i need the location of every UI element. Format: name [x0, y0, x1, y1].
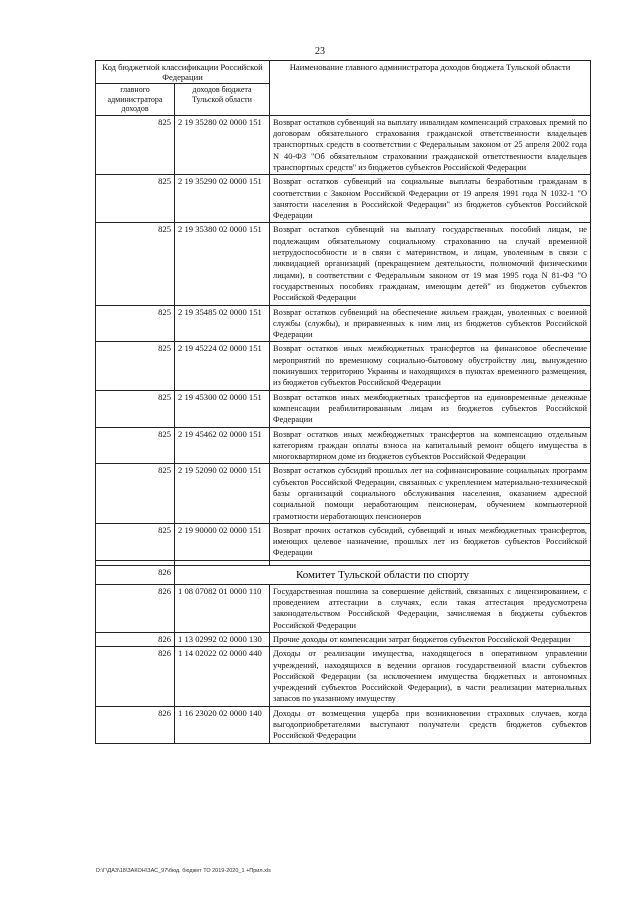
- admin-code-cell: 826: [96, 706, 175, 743]
- revenue-administrators-table: [95, 60, 591, 744]
- admin-code-cell: 825: [96, 175, 175, 223]
- revenue-code-cell: 2 19 90000 02 0000 151: [175, 523, 270, 560]
- revenue-code-cell: 1 14 02022 02 0000 440: [175, 647, 270, 706]
- revenue-code-cell: 1 08 07082 01 0000 110: [175, 584, 270, 632]
- revenue-description-cell: Государственная пошлина за совершение действий, связанных с лицензированием, с проведением аттестации в случаях, если такая аттестация предусмотрена законодательством Российской Федерации, зачисляемая в бюджеты субъектов Российской Федерации: [270, 584, 591, 632]
- revenue-description-cell: Доходы от возмещения ущерба при возникновении страховых случаев, когда выгодоприобретателями выступают получатели средств бюджетов субъектов Российской Федерации: [270, 706, 591, 743]
- revenue-description-cell: Возврат прочих остатков субсидий, субвенций и иных межбюджетных трансфертов, имеющих целевое назначение, прошлых лет из бюджетов субъектов Российской Федерации: [270, 523, 591, 560]
- revenue-code-cell: 2 19 45224 02 0000 151: [175, 342, 270, 390]
- admin-code-cell: 825: [96, 390, 175, 427]
- revenue-code-cell: 1 13 02992 02 0000 130: [175, 632, 270, 646]
- header-budget-classification-code: Код бюджетной классификации Российской Федерации: [96, 61, 270, 84]
- revenue-code-cell: 1 16 23020 02 0000 140: [175, 706, 270, 743]
- revenue-description-cell: Возврат остатков субвенций на выплату инвалидам компенсаций страховых премий по договорам обязательного страхования гражданской ответственности владельцев транспортных средств в соответствии с Федеральным законом от 25 апреля 2002 года N 40-ФЗ "Об обязательном страховании гражданской ответственности владельцев транспортных средств" из бюджетов субъектов Российской Федерации: [270, 115, 591, 174]
- table-row: [96, 223, 591, 305]
- committee-row: [96, 565, 591, 584]
- revenue-code-cell: 2 19 35290 02 0000 151: [175, 175, 270, 223]
- table-row: [96, 706, 591, 743]
- admin-code-cell: 826: [96, 584, 175, 632]
- admin-code-cell: 825: [96, 523, 175, 560]
- revenue-description-cell: Возврат остатков субвенций на обеспечение жильем граждан, уволенных с военной службы (службы), и приравненных к ним лиц из бюджетов субъектов Российской Федерации: [270, 305, 591, 342]
- table-row: [96, 523, 591, 560]
- header-administrator-name: Наименование главного администратора доходов бюджета Тульской области: [270, 61, 591, 116]
- table-row: [96, 390, 591, 427]
- page-number: 23: [315, 46, 325, 57]
- revenue-description-cell: Возврат остатков субвенций на выплату государственных пособий лицам, не подлежащим обязательному социальному страхованию на случай временной нетрудоспособности и в связи с материнством, и лицам, уволенным в связи с ликвидацией организаций (прекращением деятельности, полномочий физическими лицами), в соответствии с Федеральным законом от 19 мая 1995 года N 81-ФЗ "О государственных пособиях гражданам, имеющим детей" из бюджетов субъектов Российской Федерации: [270, 223, 591, 305]
- admin-code-cell: 826: [96, 565, 175, 584]
- admin-code-cell: 825: [96, 115, 175, 174]
- revenue-code-cell: 2 19 45300 02 0000 151: [175, 390, 270, 427]
- admin-code-cell: 825: [96, 223, 175, 305]
- table-body: [96, 115, 591, 743]
- table-row: [96, 427, 591, 464]
- table-row: [96, 342, 591, 390]
- revenue-code-cell: 2 19 35485 02 0000 151: [175, 305, 270, 342]
- revenue-code-cell: 2 19 45462 02 0000 151: [175, 427, 270, 464]
- admin-code-cell: 826: [96, 647, 175, 706]
- admin-code-cell: 825: [96, 427, 175, 464]
- table-header-row: [96, 61, 591, 84]
- revenue-description-cell: Возврат остатков иных межбюджетных трансфертов на компенсацию отдельным категориям граждан оплаты взноса на капитальный ремонт общего имущества в многоквартирном доме из бюджетов субъектов Российской Федерации: [270, 427, 591, 464]
- table-row: [96, 632, 591, 646]
- table-row: [96, 647, 591, 706]
- admin-code-cell: 826: [96, 632, 175, 646]
- revenue-code-cell: 2 19 35280 02 0000 151: [175, 115, 270, 174]
- revenue-code-cell: 2 19 35380 02 0000 151: [175, 223, 270, 305]
- committee-title: Комитет Тульской области по спорту: [175, 565, 591, 584]
- revenue-description-cell: Возврат остатков иных межбюджетных трансфертов на финансовое обеспечение мероприятий по временному социально-бытовому обустройству лиц, вынужденно покинувших территорию Украины и находящихся в пунктах временного размещения, из бюджетов субъектов Российской Федерации: [270, 342, 591, 390]
- table-row: [96, 305, 591, 342]
- revenue-description-cell: Возврат остатков субвенций на социальные выплаты безработным гражданам в соответствии с Законом Российской Федерации от 19 апреля 1991 года N 1032-1 "О занятости населения в Российской Федерации" из бюджетов субъектов Российской Федерации: [270, 175, 591, 223]
- revenue-description-cell: Возврат остатков иных межбюджетных трансфертов на единовременные денежные компенсации реабилитированным лицам из бюджетов субъектов Российской Федерации: [270, 390, 591, 427]
- header-chief-administrator: главного администратора доходов: [96, 84, 175, 116]
- header-regional-revenue: доходов бюджета Тульской области: [175, 84, 270, 116]
- table-row: [96, 175, 591, 223]
- table-row: [96, 464, 591, 523]
- revenue-code-cell: 2 19 52090 02 0000 151: [175, 464, 270, 523]
- admin-code-cell: 825: [96, 342, 175, 390]
- revenue-description-cell: Прочие доходы от компенсации затрат бюджетов субъектов Российской Федерации: [270, 632, 591, 646]
- file-path-footer: D:\Г\ДАЗ\18\ЗАКОН\ЗАС_97\бюд. бюджет ТО 2019-2020_1 +Прил.xls: [96, 868, 271, 874]
- revenue-description-cell: Доходы от реализации имущества, находящегося в оперативном управлении учреждений, находящихся в ведении органов государственной власти субъектов Российской Федерации (за исключением имущества бюджетных и автономных учреждений субъектов Российской Федерации), в части реализации материальных запасов по указанному имуществу: [270, 647, 591, 706]
- revenue-description-cell: Возврат остатков субсидий прошлых лет на софинансирование социальных программ субъектов Российской Федерации, связанных с укреплением материально-технической базы организаций социального обслуживания населения, оказанием адресной социальной помощи неработающим пенсионерам, обучением компьютерной грамотности неработающих пенсионеров: [270, 464, 591, 523]
- table-row: [96, 115, 591, 174]
- table-row: [96, 584, 591, 632]
- admin-code-cell: 825: [96, 305, 175, 342]
- admin-code-cell: 825: [96, 464, 175, 523]
